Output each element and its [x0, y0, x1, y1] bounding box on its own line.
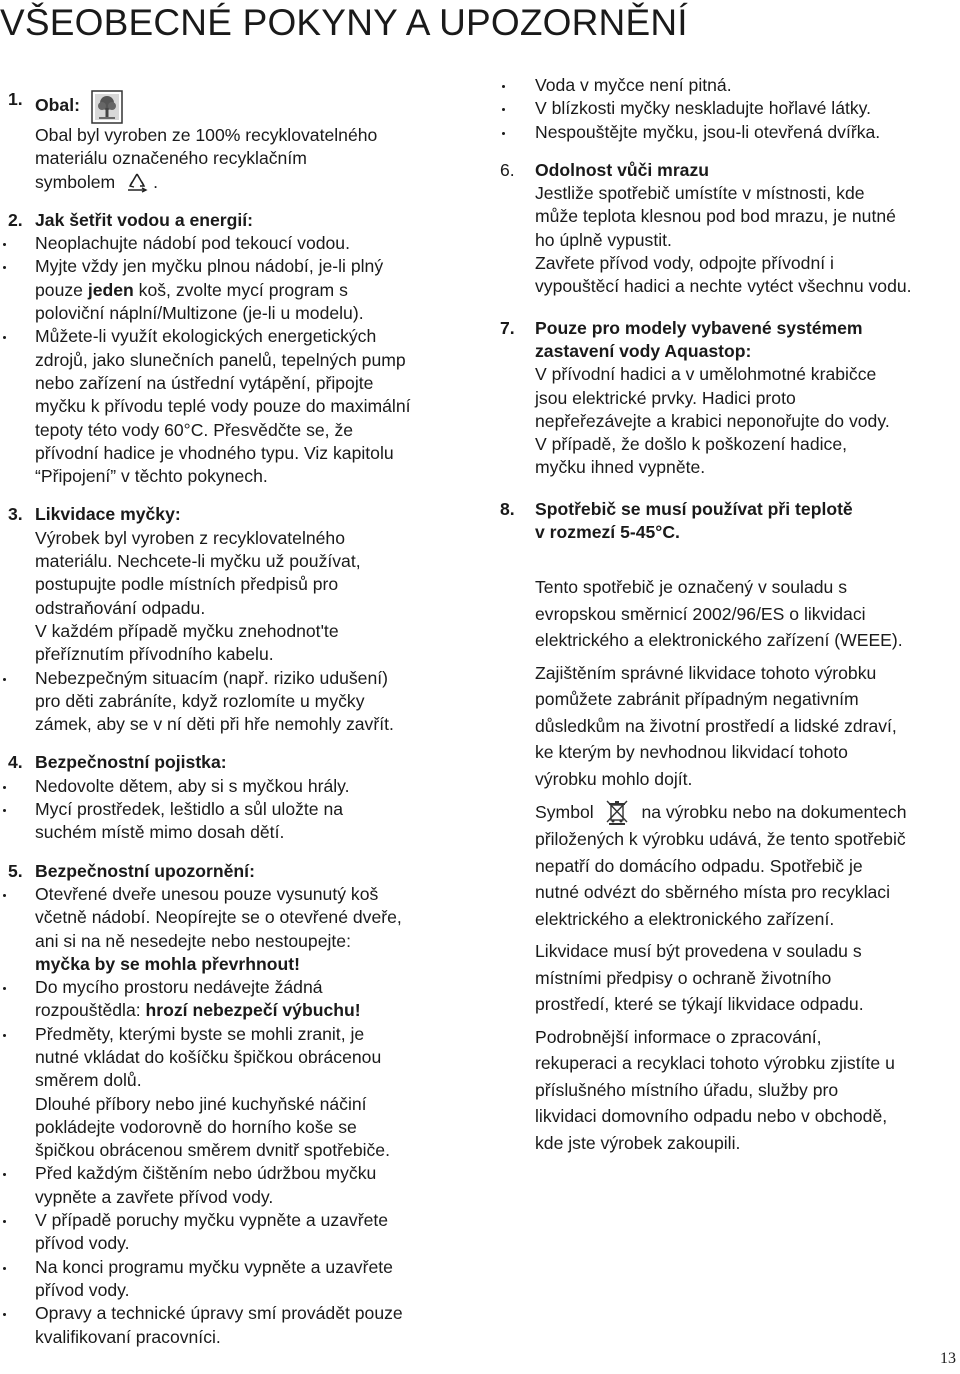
section-heading: zastavení vody Aquastop:: [535, 340, 752, 361]
list-item: Předměty, kterými byste se mohli zranit, je nutné vkládat do košíčku špičkou obrácenou směrem dolů. Dlouhé příbory nebo jiné kuchyňské náčiní pokládejte vodorovně do horního koše se špičkou obrácenou směrem dvnitř spotřebiče.: [0, 1023, 470, 1163]
bullet-list: [0, 775, 470, 845]
bullet-list: [0, 883, 470, 1349]
page-title: VŠEOBECNÉ POKYNY A UPOZORNĚNÍ: [0, 2, 688, 43]
bullet-list: [0, 667, 470, 737]
weee-notice: [500, 574, 960, 1156]
section-heading: v rozmezí 5-45°C.: [535, 522, 680, 543]
page-number: 13: [940, 1350, 956, 1367]
list-item: Mycí prostředek, leštidlo a sůl uložte na suchém místě mimo dosah dětí.: [0, 798, 470, 845]
section-heading: Bezpečnostní pojistka:: [35, 752, 227, 773]
list-item: Myjte vždy jen myčku plnou nádobí, je-li plný pouze jeden koš, zvolte mycí program s poloviční náplní/Multizone (je-li u modelu).: [0, 255, 470, 325]
left-column: [0, 88, 470, 1349]
list-item: Do mycího prostoru nedávejte žádná rozpouštědla: hrozí nebezpečí výbuchu!: [0, 976, 470, 1023]
section-heading: Jak šetřit vodou a energií:: [35, 209, 254, 230]
section-text: .: [153, 171, 158, 192]
section-heading: Bezpečnostní upozornění:: [35, 860, 255, 881]
section-text: symbolem: [35, 171, 116, 192]
list-item: Nespouštějte myčku, jsou-li otevřená dvířka.: [500, 121, 960, 144]
recycle-icon: [124, 172, 150, 194]
list-item: V případě poruchy myčku vypněte a uzavřete přívod vody.: [0, 1209, 470, 1256]
list-item: Na konci programu myčku vypněte a uzavřete přívod vody.: [0, 1256, 470, 1303]
list-item: V blízkosti myčky neskladujte hořlavé látky.: [500, 97, 960, 120]
tree-recycle-icon: [91, 90, 123, 124]
section-number: 6.: [500, 159, 515, 180]
section-heading: Odolnost vůči mrazu: [535, 159, 710, 180]
section-number: 8.: [500, 498, 515, 519]
section-temperature: [500, 498, 960, 545]
list-item: Neoplachujte nádobí pod tekoucí vodou.: [0, 232, 470, 255]
list-item: Nedovolte dětem, aby si s myčkou hrály.: [0, 775, 470, 798]
right-column: [500, 74, 960, 1162]
section-heading: Obal:: [35, 95, 80, 115]
paragraph: Tento spotřebič je označený v souladu s evropskou směrnicí 2002/96/ES o likvidaci elektrického a elektronického zařízení (WEEE).: [535, 577, 903, 651]
paragraph: Zajištěním správné likvidace tohoto výrobku pomůžete zabránit případným negativním důsledkům na životní prostředí a lidské zdraví, ke kterým by nevhodnou likvidací tohoto výrobku mohlo dojít.: [535, 662, 897, 789]
list-item: Otevřené dveře unesou pouze vysunutý koš včetně nádobí. Neopírejte se o otevřené dveře, ani si na ně nesedejte nebo nestoupejte: myčka by se mohla převrhnout!: [0, 883, 470, 976]
section-number: 4.: [8, 752, 23, 773]
crossed-bin-icon: [603, 798, 631, 826]
section-text: Obal byl vyroben ze 100% recyklovatelného: [35, 125, 378, 145]
list-item: Nebezpečným situacím (např. riziko udušení) pro děti zabráníte, když rozlomíte u myčky zámek, aby se v ní děti při hře nemohly zavřít.: [0, 667, 470, 737]
section-disposal: 3. Likvidace myčky: Výrobek byl vyroben z recyklovatelného materiálu. Nechcete-li myčku už používat, postupujte podle místních předpisů pro odstraňování odpadu. V každém případě myčku znehodnot'te přeříznutím přívodního kabelu.: [0, 503, 470, 666]
section-heading: Pouze pro modely vybavené systémem: [535, 317, 863, 338]
section-aquastop: 7. Pouze pro modely vybavené systémem zastavení vody Aquastop: V přívodní hadici a v umělohmotné krabičce jsou elektrické prvky. Hadici proto nepřeřezávejte a krabici neponořujte do vody. V případě, že došlo k poškození hadice, myčku ihned vypněte.: [500, 317, 960, 480]
section-number: 5.: [8, 860, 23, 881]
list-item: Voda v myčce není pitná.: [500, 74, 960, 97]
bullet-list: [0, 232, 470, 488]
section-safety-lock: [0, 751, 470, 774]
section-number: 1.: [8, 89, 23, 109]
list-item: Opravy a technické úpravy smí provádět pouze kvalifikovaní pracovníci.: [0, 1302, 470, 1349]
section-safety-warnings: [0, 860, 470, 883]
list-item: Před každým čištěním nebo údržbou myčku vypněte a zavřete přívod vody.: [0, 1162, 470, 1209]
section-water-energy: [0, 209, 470, 232]
list-item: Můžete-li využít ekologických energetických zdrojů, jako slunečních panelů, tepelných pump nebo zařízení na ústřední vytápění, připojte myčku k přívodu teplé vody pouze do maximální tepoty této vody 60°C. Přesvědčte se, že přívodní hadice je vhodného typu. Viz kapitolu “Připojení” v těchto pokynech.: [0, 325, 470, 488]
section-heading: Spotřebič se musí používat při teplotě: [535, 498, 853, 519]
section-heading: Likvidace myčky:: [35, 504, 181, 525]
section-number: 2.: [8, 209, 23, 230]
bullet-list: [500, 74, 960, 144]
section-number: 3.: [8, 504, 23, 525]
paragraph: Likvidace musí být provedena v souladu s místními předpisy o ochraně životního prostředí, které se týkají likvidace odpadu.: [535, 941, 864, 1015]
section-text: materiálu označeného recyklačním: [35, 148, 307, 169]
section-frost: 6. Odolnost vůči mrazu Jestliže spotřebič umístíte v místnosti, kde může teplota klesnou pod bod mrazu, je nutné ho úplně vypustit. Zavřete přívod vody, odpojte přívodní i vypouštěcí hadici a nechte vytéct všechnu vodu.: [500, 159, 960, 299]
section-packaging: [0, 88, 470, 194]
paragraph: Symbol na výrobku nebo na dokumentech přiložených k výrobku udává, že tento spotřebič nepatří do domácího odpadu. Spotřebič je nutné odvézt do sběrného místa pro recyklaci elektrického a elektronického zařízení.: [535, 798, 960, 932]
section-number: 7.: [500, 317, 515, 338]
paragraph: Podrobnější informace o zpracování, rekuperaci a recyklaci tohoto výrobku zjistíte u příslušného místního úřadu, služby pro likvidaci domovního odpadu nebo v obchodě, kde jste výrobek zakoupili.: [535, 1026, 895, 1153]
